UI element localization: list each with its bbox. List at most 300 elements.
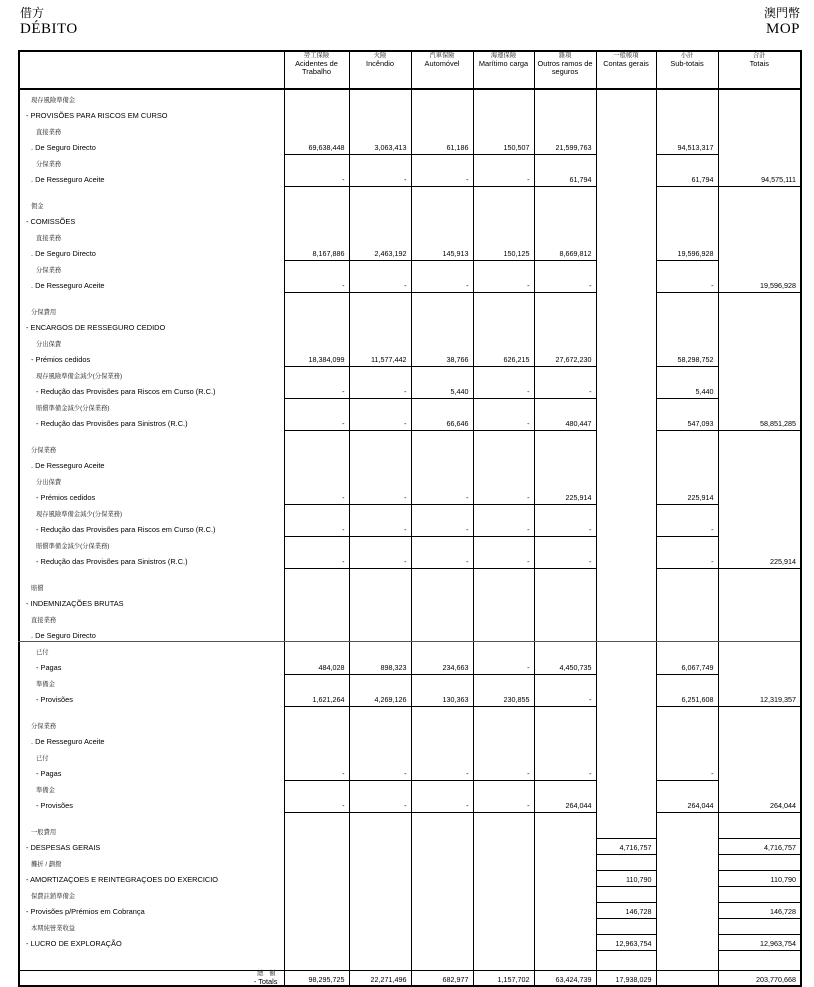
cell-automovel (411, 594, 473, 610)
data-row (19, 552, 801, 568)
cell-automovel (411, 610, 473, 626)
spacer-row (19, 186, 801, 196)
cell-automovel (411, 472, 473, 488)
cell-incendio (349, 950, 411, 970)
cell-totais: 225,914 (718, 552, 801, 568)
cell-automovel (411, 578, 473, 594)
row-label-pt: - Provisões p/Prémios em Cobrança (26, 907, 145, 916)
cell-acidentes: 69,638,448 (284, 138, 349, 154)
cell-contas: 4,716,757 (596, 838, 656, 854)
cell-incendio: - (349, 170, 411, 186)
cell-contas (596, 472, 656, 488)
cell-maritimo (473, 950, 534, 970)
label-row (19, 122, 801, 138)
label-row (19, 626, 801, 642)
cell-acidentes (284, 456, 349, 472)
cell-automovel: 66,646 (411, 414, 473, 430)
row-label-pt: . De Resseguro Aceite (31, 737, 105, 746)
cell-subtotais (656, 196, 718, 212)
debit-table (18, 50, 802, 987)
cell-outros: 61,794 (534, 170, 596, 186)
label-row (19, 302, 801, 318)
spacer-row (19, 706, 801, 716)
cell-automovel (411, 732, 473, 748)
header-col-subtotais (656, 51, 718, 89)
cell-acidentes (284, 440, 349, 456)
cell-automovel (411, 626, 473, 642)
row-label-pt: - Pagas (36, 769, 62, 778)
label-row (19, 674, 801, 690)
cell-totais (718, 138, 801, 154)
cell-incendio (349, 89, 411, 106)
row-label (19, 934, 284, 950)
cell-maritimo (473, 812, 534, 822)
cell-subtotais (656, 594, 718, 610)
cell-contas (596, 122, 656, 138)
cell-automovel (411, 186, 473, 196)
cell-outros: 225,914 (534, 488, 596, 504)
cell-incendio (349, 838, 411, 854)
row-label (19, 122, 284, 138)
cell-outros: 21,599,763 (534, 138, 596, 154)
titlebar (20, 6, 800, 38)
cell-maritimo: - (473, 764, 534, 780)
cell-totais (718, 594, 801, 610)
cell-acidentes (284, 902, 349, 918)
cell-incendio (349, 732, 411, 748)
label-row (19, 334, 801, 350)
cell-automovel: 61,186 (411, 138, 473, 154)
cell-outros (534, 260, 596, 276)
cell-subtotais (656, 430, 718, 440)
cell-acidentes (284, 780, 349, 796)
cell-maritimo (473, 318, 534, 334)
cell-subtotais (656, 228, 718, 244)
row-label (19, 138, 284, 154)
data-row (19, 838, 801, 854)
cell-contas (596, 552, 656, 568)
cell-incendio: - (349, 488, 411, 504)
cell-contas: 110,790 (596, 870, 656, 886)
cell-totais (718, 430, 801, 440)
row-label (19, 578, 284, 594)
cell-totais (718, 674, 801, 690)
cell-subtotais (656, 366, 718, 382)
cell-outros (534, 472, 596, 488)
cell-automovel: 5,440 (411, 382, 473, 398)
row-label (19, 950, 284, 970)
header-pt: Marítimo carga (478, 58, 529, 68)
cell-outros (534, 578, 596, 594)
row-label (19, 488, 284, 504)
cell-acidentes (284, 106, 349, 122)
totals-row (19, 970, 801, 986)
row-label-pt: - AMORTIZAÇOES E REINTEGRAÇOES DO EXERCICIO (26, 875, 219, 884)
cell-contas (596, 610, 656, 626)
label-row (19, 260, 801, 276)
cell-totais (718, 732, 801, 748)
row-label (19, 334, 284, 350)
cell-totais (718, 780, 801, 796)
cell-outros (534, 504, 596, 520)
row-label-pt: - PROVISÕES PARA RISCOS EM CURSO (26, 111, 168, 120)
row-label (19, 106, 284, 122)
cell-contas (596, 536, 656, 552)
row-label (19, 732, 284, 748)
cell-incendio (349, 504, 411, 520)
cell-totais (718, 716, 801, 732)
cell-automovel (411, 706, 473, 716)
cell-outros: 8,669,812 (534, 244, 596, 260)
cell-subtotais (656, 186, 718, 196)
cell-outros (534, 196, 596, 212)
cell-incendio (349, 212, 411, 228)
label-row (19, 228, 801, 244)
currency-block (764, 6, 800, 38)
cell-automovel (411, 504, 473, 520)
cell-incendio: 4,269,126 (349, 690, 411, 706)
spacer-row (19, 430, 801, 440)
row-label-zh: 分保業務 (31, 447, 57, 454)
cell-automovel (411, 902, 473, 918)
row-label (19, 658, 284, 674)
row-label (19, 706, 284, 716)
cell-totais (718, 706, 801, 716)
cell-acidentes (284, 934, 349, 950)
cell-contas (596, 186, 656, 196)
cell-contas (596, 228, 656, 244)
totals-label-zh: 總 額 (257, 970, 278, 978)
cell-incendio (349, 870, 411, 886)
row-label (19, 276, 284, 292)
cell-maritimo (473, 366, 534, 382)
cell-outros (534, 594, 596, 610)
cell-maritimo (473, 456, 534, 472)
data-row (19, 658, 801, 674)
row-label (19, 764, 284, 780)
cell-incendio: 22,271,496 (349, 970, 411, 986)
row-label (19, 594, 284, 610)
data-row (19, 382, 801, 398)
row-label-zh: 準備金 (36, 681, 55, 688)
cell-automovel (411, 870, 473, 886)
row-label-zh: 準備金 (36, 787, 55, 794)
cell-maritimo (473, 196, 534, 212)
cell-maritimo (473, 732, 534, 748)
cell-outros (534, 228, 596, 244)
cell-incendio (349, 674, 411, 690)
cell-outros (534, 186, 596, 196)
cell-subtotais (656, 902, 718, 918)
cell-maritimo (473, 780, 534, 796)
totals-label: - Totals (253, 976, 278, 986)
cell-incendio: - (349, 414, 411, 430)
cell-acidentes (284, 674, 349, 690)
cell-contas (596, 764, 656, 780)
cell-totais (718, 186, 801, 196)
cell-automovel: 234,663 (411, 658, 473, 674)
cell-subtotais (656, 536, 718, 552)
cell-acidentes (284, 918, 349, 934)
cell-automovel: 682,977 (411, 970, 473, 986)
header-pt: Totais (749, 58, 769, 68)
cell-automovel (411, 456, 473, 472)
row-label (19, 472, 284, 488)
cell-subtotais: - (656, 276, 718, 292)
cell-maritimo: - (473, 170, 534, 186)
row-label-pt: - Redução das Provisões para Sinistros (R.C.) (36, 557, 188, 566)
cell-maritimo (473, 594, 534, 610)
cell-acidentes: - (284, 552, 349, 568)
cell-automovel (411, 334, 473, 350)
cell-maritimo: - (473, 552, 534, 568)
cell-acidentes (284, 196, 349, 212)
header-pt: Sub-totais (670, 58, 704, 68)
cell-outros (534, 398, 596, 414)
row-label-pt: - INDEMNIZAÇÕES BRUTAS (26, 599, 124, 608)
label-row (19, 89, 801, 106)
row-label-zh: 賠償準備金減少(分保業務) (36, 405, 110, 412)
row-label-pt: - Redução das Provisões para Riscos em Curso (R.C.) (36, 387, 216, 396)
label-row (19, 748, 801, 764)
row-label-pt: - Provisões (36, 695, 73, 704)
cell-automovel (411, 716, 473, 732)
header-zh: 小計 (680, 52, 694, 59)
cell-outros: 4,450,735 (534, 658, 596, 674)
cell-automovel: - (411, 520, 473, 536)
cell-contas (596, 244, 656, 260)
cell-totais (718, 244, 801, 260)
cell-acidentes (284, 706, 349, 716)
cell-contas (596, 812, 656, 822)
cell-totais (718, 854, 801, 870)
cell-totais: 19,596,928 (718, 276, 801, 292)
cell-contas (596, 520, 656, 536)
cell-totais (718, 106, 801, 122)
cell-automovel (411, 260, 473, 276)
cell-maritimo (473, 106, 534, 122)
cell-outros (534, 918, 596, 934)
cell-maritimo: - (473, 520, 534, 536)
cell-automovel (411, 918, 473, 934)
header-zh: 火險 (373, 52, 387, 59)
header-zh: 一般帳項 (613, 52, 639, 59)
row-label-zh: 直接業務 (36, 235, 62, 242)
cell-automovel (411, 642, 473, 658)
cell-maritimo (473, 334, 534, 350)
data-row (19, 138, 801, 154)
cell-contas (596, 430, 656, 440)
row-label-pt: - ENCARGOS DE RESSEGURO CEDIDO (26, 323, 166, 332)
cell-maritimo (473, 260, 534, 276)
header-zh: 汽車保險 (429, 52, 455, 59)
header-rowlabel-empty (19, 51, 284, 89)
cell-outros (534, 430, 596, 440)
cell-incendio (349, 780, 411, 796)
cell-contas (596, 594, 656, 610)
cell-outros (534, 302, 596, 318)
row-label (19, 838, 284, 854)
label-row (19, 578, 801, 594)
data-row (19, 350, 801, 366)
data-row (19, 488, 801, 504)
cell-totais (718, 488, 801, 504)
cell-incendio (349, 706, 411, 716)
cell-totais (718, 886, 801, 902)
cell-acidentes: - (284, 170, 349, 186)
cell-totais: 12,963,754 (718, 934, 801, 950)
row-label-zh: 直接業務 (31, 617, 57, 624)
cell-maritimo (473, 302, 534, 318)
cell-totais: 94,575,111 (718, 170, 801, 186)
title-block (20, 6, 78, 38)
row-label-pt: . De Resseguro Aceite (31, 175, 105, 184)
cell-contas (596, 674, 656, 690)
cell-subtotais: 5,440 (656, 382, 718, 398)
cell-maritimo: - (473, 796, 534, 812)
row-label-pt: - Provisões (36, 801, 73, 810)
cell-subtotais: - (656, 552, 718, 568)
label-row (19, 822, 801, 838)
label-row (19, 504, 801, 520)
cell-subtotais: 6,251,608 (656, 690, 718, 706)
cell-maritimo: - (473, 488, 534, 504)
cell-subtotais (656, 334, 718, 350)
cell-automovel: 38,766 (411, 350, 473, 366)
cell-automovel (411, 568, 473, 578)
row-label-zh: 賠償 (31, 585, 44, 592)
label-row (19, 456, 801, 472)
cell-contas (596, 382, 656, 398)
table-header-row (19, 51, 801, 89)
cell-totais (718, 504, 801, 520)
cell-acidentes (284, 838, 349, 854)
row-label-pt: - Prémios cedidos (36, 493, 96, 502)
row-label (19, 716, 284, 732)
cell-incendio (349, 902, 411, 918)
cell-subtotais (656, 780, 718, 796)
cell-contas (596, 260, 656, 276)
cell-totais: 4,716,757 (718, 838, 801, 854)
label-row (19, 536, 801, 552)
cell-subtotais (656, 918, 718, 934)
cell-totais (718, 260, 801, 276)
cell-subtotais (656, 89, 718, 106)
cell-contas (596, 642, 656, 658)
cell-incendio: - (349, 764, 411, 780)
cell-acidentes (284, 594, 349, 610)
row-label-pt: . De Seguro Directo (31, 249, 96, 258)
cell-totais (718, 398, 801, 414)
cell-contas: 12,963,754 (596, 934, 656, 950)
row-label (19, 186, 284, 196)
cell-maritimo: 1,157,702 (473, 970, 534, 986)
cell-contas (596, 918, 656, 934)
currency-label-zh: 澳門幣 (763, 6, 800, 20)
cell-acidentes (284, 870, 349, 886)
cell-maritimo (473, 674, 534, 690)
cell-contas (596, 334, 656, 350)
label-row (19, 212, 801, 228)
cell-automovel (411, 780, 473, 796)
row-label (19, 780, 284, 796)
cell-totais (718, 812, 801, 822)
cell-acidentes: - (284, 796, 349, 812)
header-col-automovel (411, 51, 473, 89)
cell-maritimo (473, 918, 534, 934)
cell-contas (596, 89, 656, 106)
row-label (19, 536, 284, 552)
row-label (19, 610, 284, 626)
row-label (19, 318, 284, 334)
cell-outros (534, 568, 596, 578)
cell-automovel: - (411, 796, 473, 812)
data-row (19, 902, 801, 918)
spacer-row (19, 950, 801, 970)
cell-maritimo: - (473, 414, 534, 430)
data-row (19, 796, 801, 812)
cell-contas (596, 504, 656, 520)
label-row (19, 642, 801, 658)
cell-maritimo (473, 642, 534, 658)
cell-acidentes (284, 430, 349, 440)
data-row (19, 520, 801, 536)
cell-subtotais (656, 260, 718, 276)
table-body (19, 89, 801, 986)
cell-incendio: - (349, 796, 411, 812)
row-label-zh: 直接業務 (36, 129, 62, 136)
cell-subtotais: 19,596,928 (656, 244, 718, 260)
cell-incendio (349, 456, 411, 472)
row-label-zh: 分保業務 (31, 723, 57, 730)
cell-automovel (411, 748, 473, 764)
cell-subtotais (656, 318, 718, 334)
cell-totais (718, 292, 801, 302)
cell-incendio: - (349, 382, 411, 398)
row-label (19, 886, 284, 902)
data-row (19, 690, 801, 706)
header-pt: Acidentes de Trabalho (295, 58, 338, 77)
cell-totais (718, 658, 801, 674)
cell-contas (596, 414, 656, 430)
row-label (19, 430, 284, 440)
cell-incendio (349, 918, 411, 934)
label-row (19, 196, 801, 212)
cell-contas (596, 886, 656, 902)
label-row (19, 398, 801, 414)
cell-incendio (349, 106, 411, 122)
cell-acidentes (284, 854, 349, 870)
cell-outros (534, 212, 596, 228)
cell-incendio (349, 260, 411, 276)
currency-code: MOP (765, 21, 800, 38)
cell-acidentes: - (284, 488, 349, 504)
label-row (19, 366, 801, 382)
cell-automovel: - (411, 276, 473, 292)
cell-acidentes (284, 472, 349, 488)
cell-incendio (349, 886, 411, 902)
cell-incendio (349, 366, 411, 382)
header-col-maritimo (473, 51, 534, 89)
cell-contas (596, 796, 656, 812)
cell-acidentes (284, 302, 349, 318)
cell-totais (718, 334, 801, 350)
cell-contas (596, 106, 656, 122)
row-label-zh: 本期純營業收益 (31, 925, 76, 932)
cell-automovel: - (411, 552, 473, 568)
row-label-pt: . De Seguro Directo (31, 143, 96, 152)
cell-subtotais (656, 398, 718, 414)
